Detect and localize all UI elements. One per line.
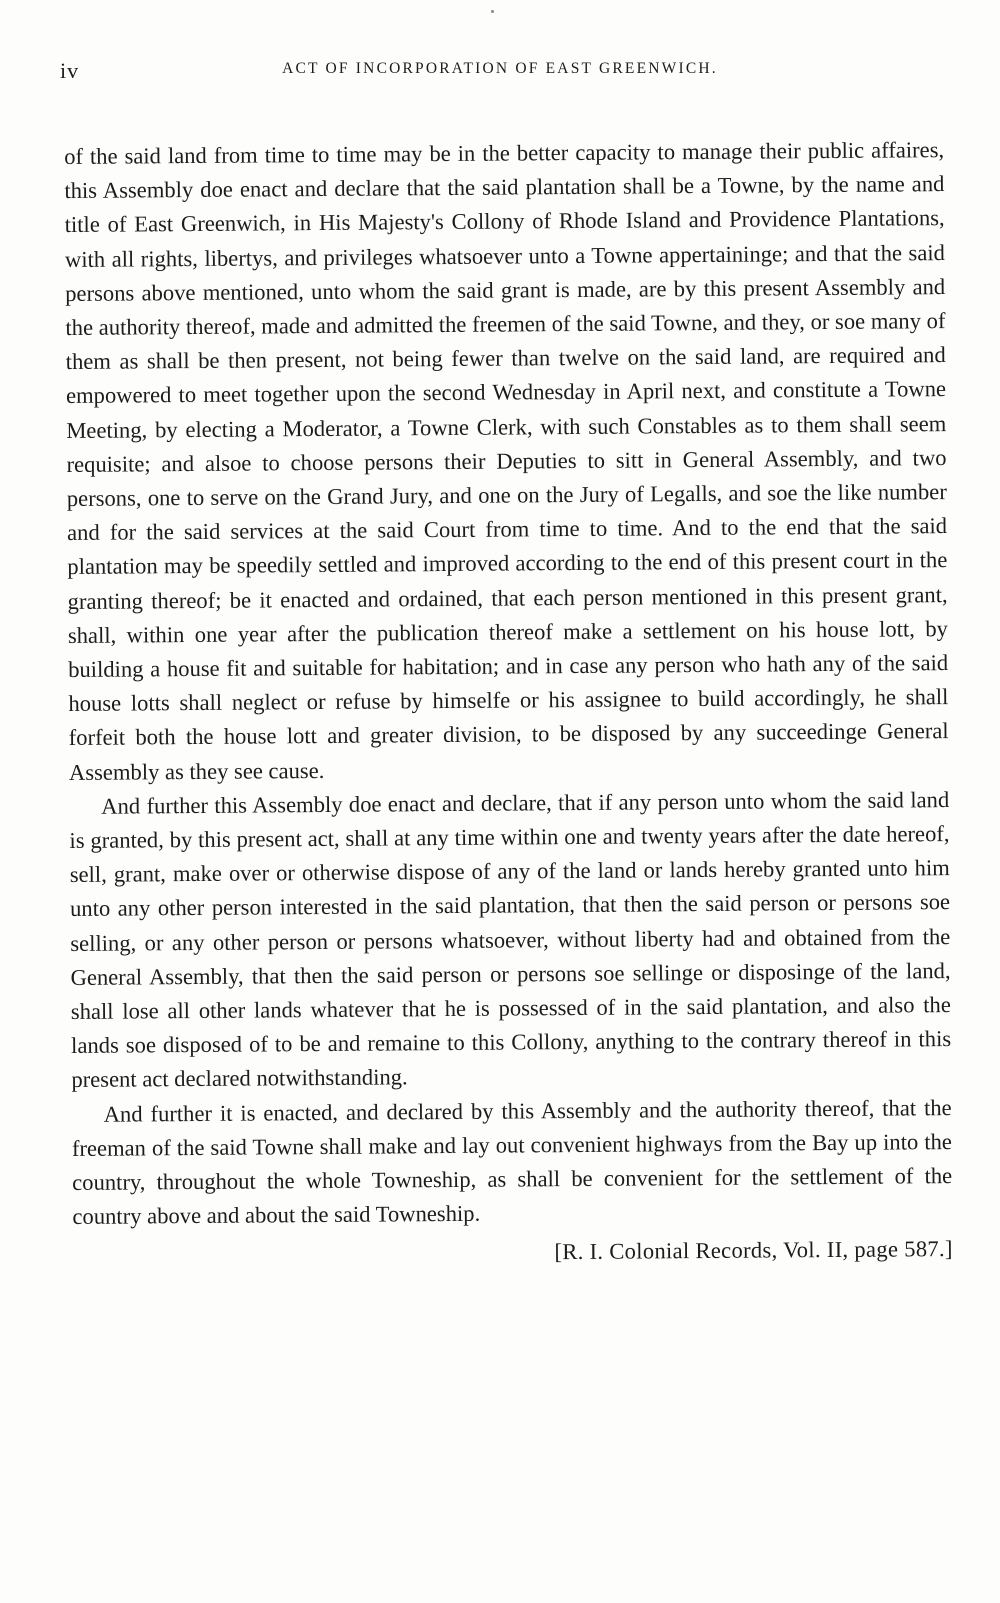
- page-number: iv: [60, 58, 80, 83]
- paragraph: And further this Assembly doe enact and declare, that if any person unto whom the said land is granted, by this present act, shall at any time within one and twenty years after the date hereof, sell, grant, make over or otherwise dispose of any of the land or lands hereby granted unto him unto any other person interested in the said plantation, that then the said person or persons soe selling, or any other person or persons whatsoever, without liberty had and obtained from the General Assembly, that then the said person or persons soe sellinge or disposinge of the land, shall lose all other lands whatever that he is possessed of in the said plantation, and also the lands soe disposed of to be and remaine to this Collony, anything to the contrary thereof in this present act declared notwithstanding.: [69, 786, 952, 1093]
- page-header: [60, 58, 940, 88]
- source-citation: [R. I. Colonial Records, Vol. II, page 587.]: [554, 1235, 953, 1264]
- paragraph: And further it is enacted, and declared by this Assembly and the authority thereof, that the freeman of the said Towne shall make and lay out convenient highways from the Bay up into the country, throughout the whole Towneship, as shall be convenient for the settlement of the country above and about the said Towneship.: [71, 1094, 953, 1230]
- running-head: ACT OF INCORPORATION OF EAST GREENWICH.: [282, 60, 718, 77]
- paragraph: of the said land from time to time may be in the better capacity to manage their public affaires, this Assembly doe enact and declare that the said plantation shall be a Towne, by the name and title of East Greenwich, in His Majesty's Collony of Rhode Island and Providence Plantations, with all rights, libertys, and privileges whatsoever unto a Towne appertaininge; and that the said persons above mentioned, unto whom the said grant is made, are by this present Assembly and the authority thereof, made and admitted the freemen of the said Towne, and they, or soe many of them as shall be then present, not being fewer than twelve on the said land, are required and empowered to meet together upon the second Wednesday in April next, and constitute a Towne Meeting, by electing a Moderator, a Towne Clerk, with such Constables as to them shall seem requisite; and alsoe to choose persons their Deputies to sitt in General Assembly, and two persons, one to serve on the Grand Jury, and one on the Jury of Legalls, and soe the like number and for the said services at the said Court from time to time. And to the end that the said plantation may be speedily settled and improved according to the end of this present court in the granting thereof; be it enacted and ordained, that each person mentioned in this present grant, shall, within one year after the publication thereof make a settlement on his house lott, by building a house fit and suitable for habitation; and in case any person who hath any of the said house lotts shall neglect or refuse by himselfe or his assignee to build accordingly, he shall forfeit both the house lott and greater division, to be disposed by any succeedinge General Assembly as they see cause.: [64, 137, 949, 785]
- print-speck: [491, 10, 494, 13]
- body-text: [64, 133, 953, 1272]
